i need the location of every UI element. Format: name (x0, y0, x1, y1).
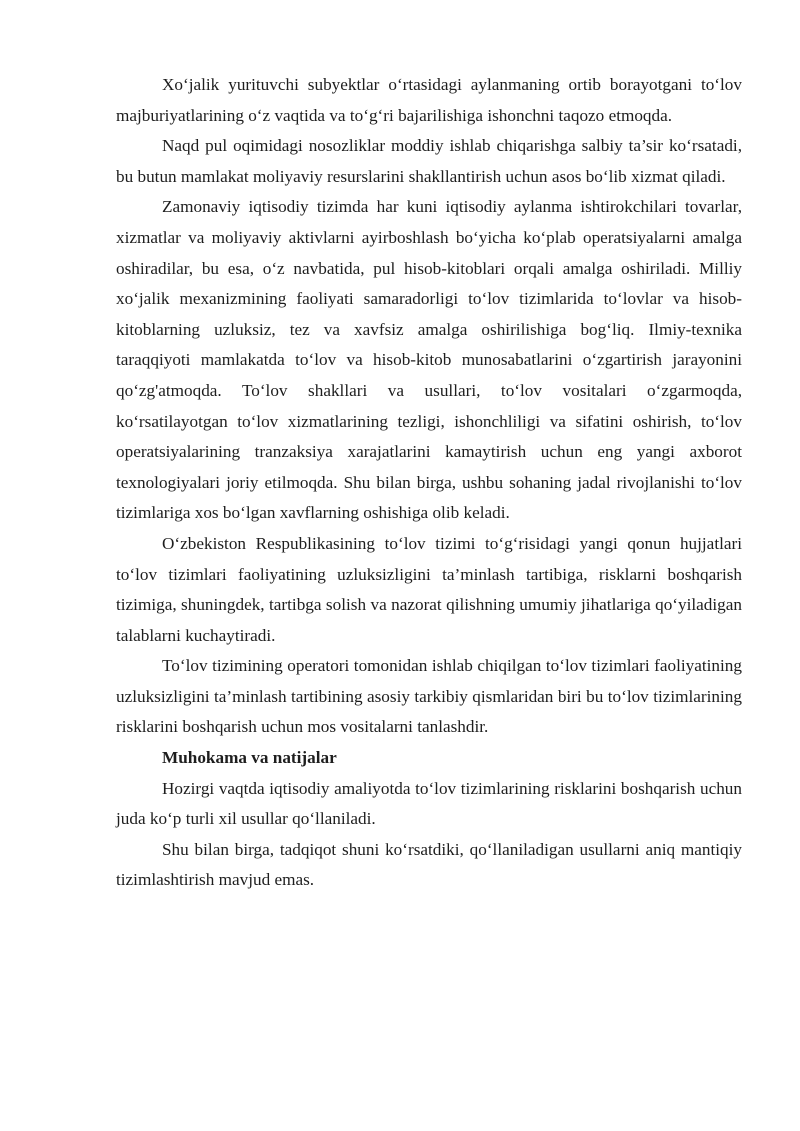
document-body (116, 70, 742, 896)
paragraph-6: Hozirgi vaqtda iqtisodiy amaliyotda to‘lov tizimlarining risklarini boshqarish uchun juda ko‘p turli xil usullar qo‘llaniladi. (116, 778, 742, 829)
paragraph-2: Naqd pul oqimidagi nosozliklar moddiy ishlab chiqarishga salbiy ta’sir ko‘rsatadi, bu butun mamlakat moliyaviy resurslarini shakllantirish uchun asos bo‘lib xizmat qiladi. (116, 136, 742, 186)
paragraph-1: Xo‘jalik yurituvchi subyektlar o‘rtasidagi aylanmaning ortib borayotgani to‘lov majburiyatlarining o‘z vaqtida va to‘g‘ri bajarilishiga ishonchni taqozo etmoqda. (116, 75, 742, 125)
paragraph-4: O‘zbekiston Respublikasining to‘lov tizimi to‘g‘risidagi yangi qonun hujjatlari to‘lov tizimlari faoliyatining uzluksizligini ta’minlash tartibiga, risklarni boshqarish tizimiga, shuningdek, tartibga solish va nazorat qilishning umumiy jihatlariga qo‘yiladigan talablarni kuchaytiradi. (116, 533, 742, 645)
section-heading: Muhokama va natijalar (162, 748, 337, 768)
paragraph-3: Zamonaviy iqtisodiy tizimda har kuni iqtisodiy aylanma ishtirokchilari tovarlar, xizmatlar va moliyaviy aktivlarni ayirboshlash bo‘yicha ko‘plab operatsiyalarni amalga oshiradilar, bu esa, o‘z navbatida, pul hisob-kitoblari orqali amalga oshiriladi. Milliy xo‘jalik mexanizmining faoliyati samaradorligi to‘lov tizimlarida to‘lovlar va hisob-kitoblarning uzluksiz, tez va xavfsiz amalga oshirilishiga bog‘liq. Ilmiy-texnika taraqqiyoti mamlakatda to‘lov va hisob-kitob munosabatlarini o‘zgartirish jarayonini qo‘zg'atmoqda. To‘lov shakllari va usullari, to‘lov vositalari o‘zgarmoqda, ko‘rsatilayotgan to‘lov xizmatlarining tezligi, ishonchliligi va sifatini oshirish, to‘lov operatsiyalarining tranzaksiya xarajatlarini kamaytirish uchun eng yangi axborot texnologiyalari joriy etilmoqda. Shu bilan birga, ushbu sohaning jadal rivojlanishi to‘lov tizimlariga xos bo‘lgan xavflarning oshishiga olib keladi. (116, 197, 742, 523)
paragraph-5: To‘lov tizimining operatori tomonidan ishlab chiqilgan to‘lov tizimlari faoliyatining uzluksizligini ta’minlash tartibining asosiy tarkibiy qismlaridan biri bu to‘lov tizimlarining risklarini boshqarish uchun mos vositalarni tanlashdir. (116, 656, 742, 737)
paragraph-7: Shu bilan birga, tadqiqot shuni ko‘rsatdiki, qo‘llaniladigan usullarni aniq mantiqiy tizimlashtirish mavjud emas. (116, 839, 742, 890)
